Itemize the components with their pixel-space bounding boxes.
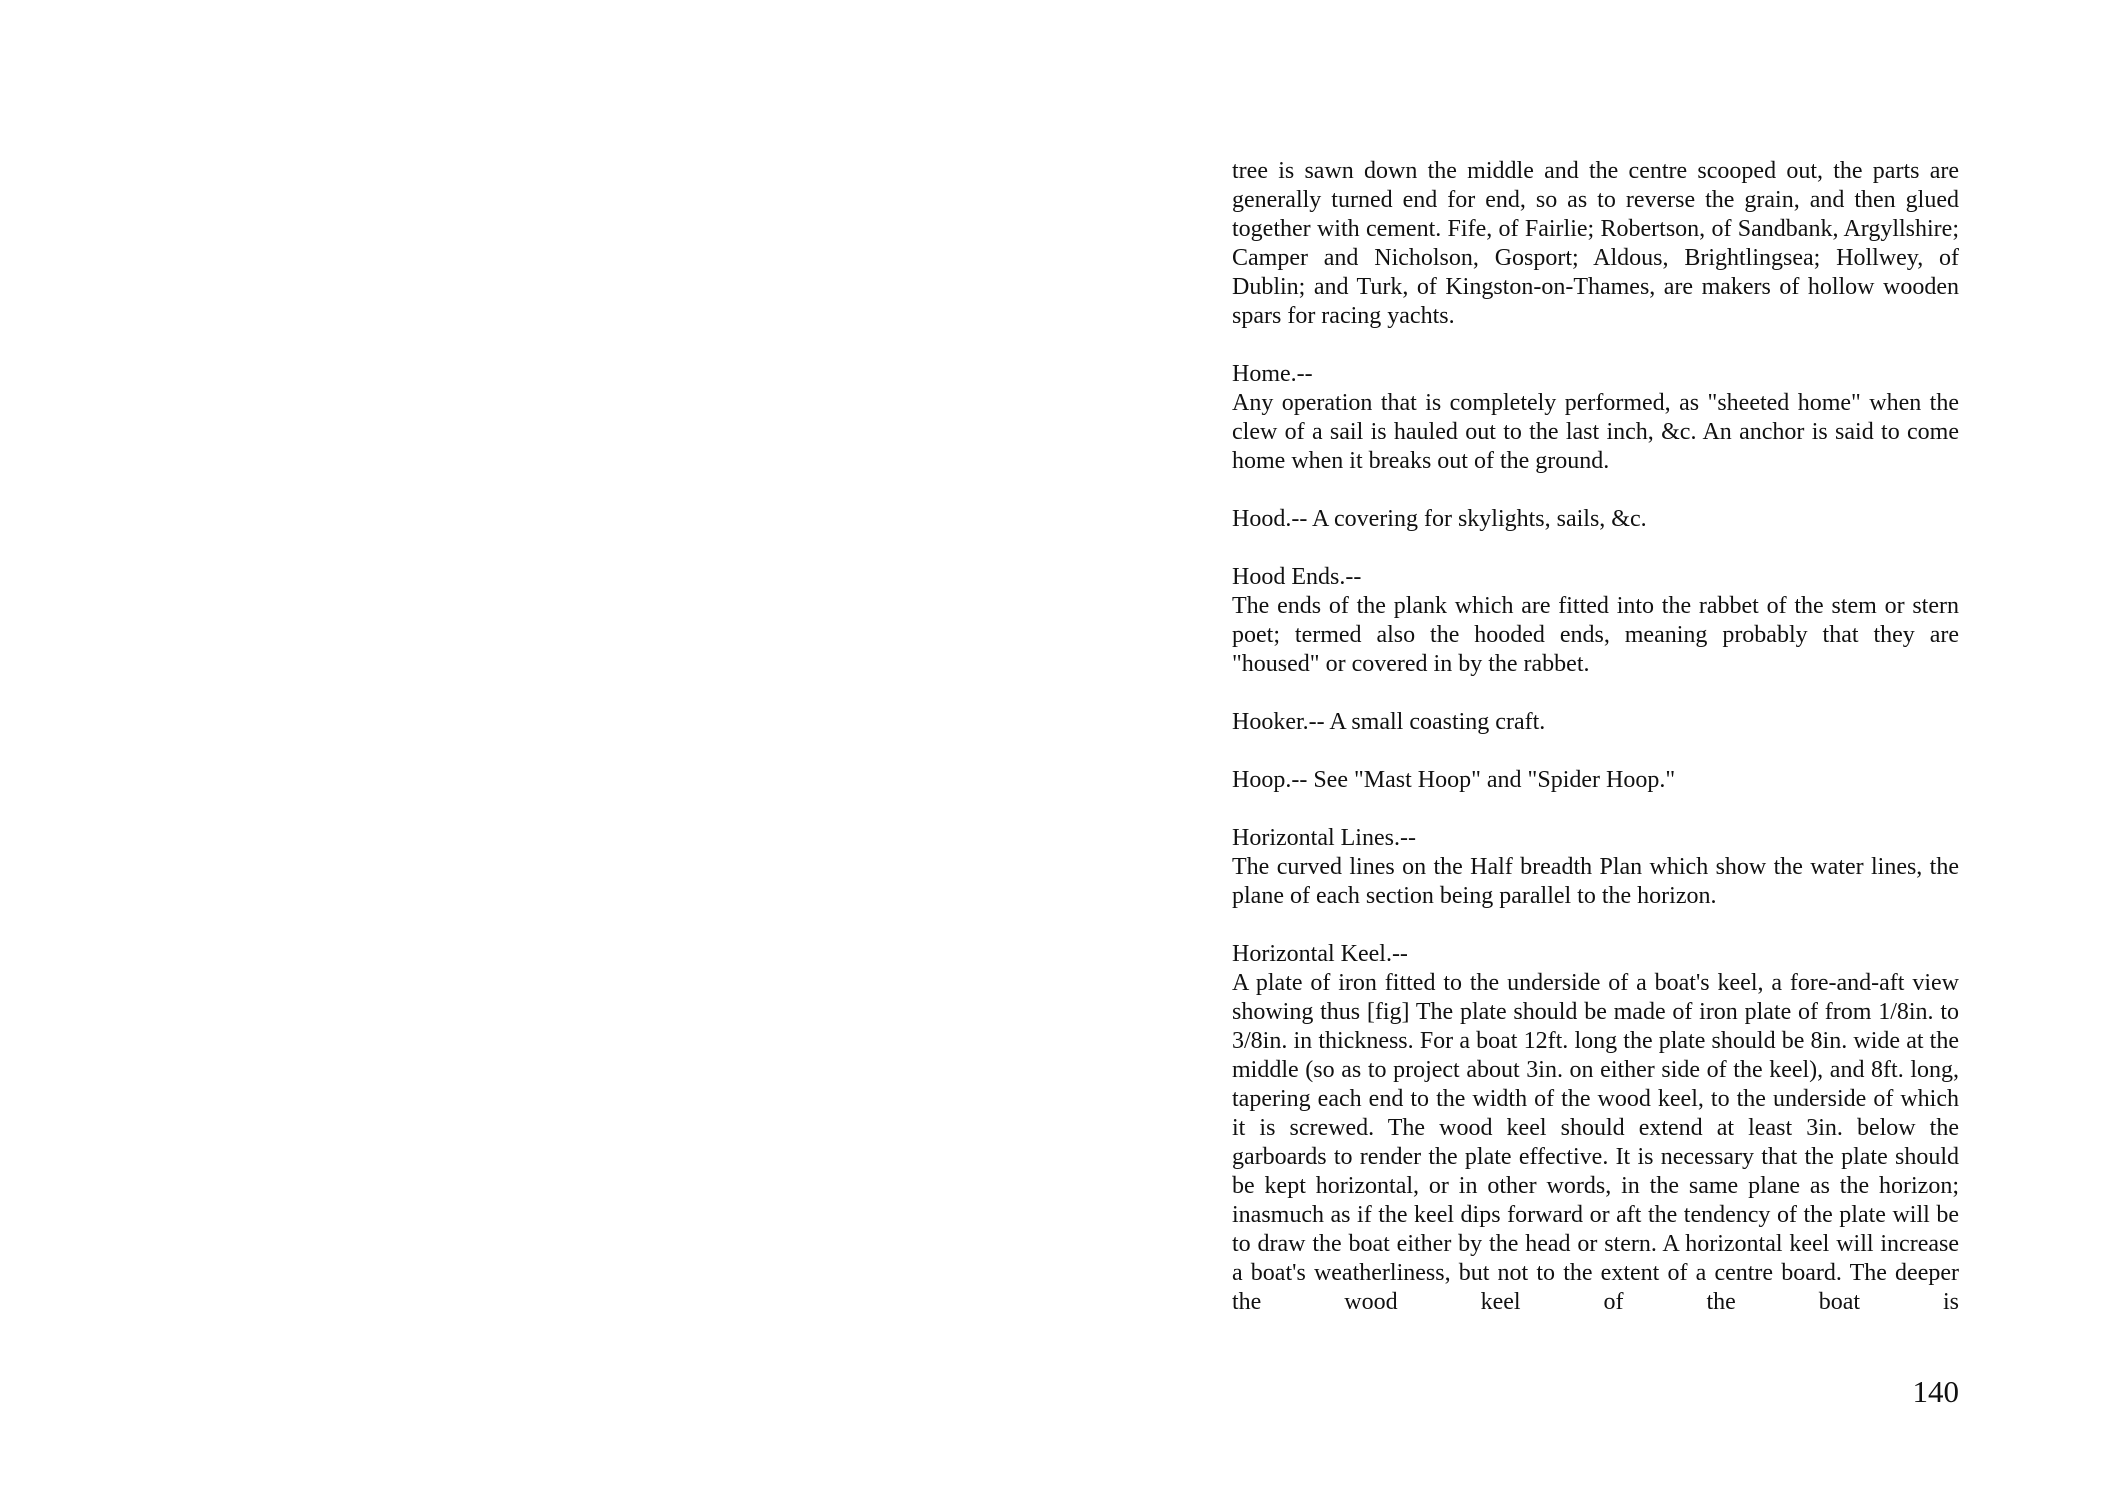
entry-horizontal-keel: [1232, 940, 1959, 1317]
continuation-paragraph: [1232, 157, 1959, 331]
entry-term: Horizontal Lines.--: [1232, 825, 1416, 851]
entry-text: A plate of iron fitted to the underside of a boat's keel, a fore-and-aft view showing thus [fig] The plate should be made of iron plate of from 1/8in. to 3/8in. in thickness. For a boat 12ft. long the plate should be 8in. wide at the middle (so as to project about 3in. on either side of the keel), and 8ft. long, tapering each end to the width of the wood keel, to the underside of which it is screwed. The wood keel should extend at least 3in. below the garboards to render the plate effective. It is necessary that the plate should be kept horizontal, or in other words, in the same plane as the horizon; inasmuch as if the keel dips forward or aft the tendency of the plate will be to draw the boat either by the head or stern. A horizontal keel will increase a boat's weatherliness, but not to the extent of a centre board. The deeper the wood keel of the boat is: [1232, 970, 1959, 1315]
entry-hood-ends: [1232, 563, 1959, 679]
entry-hood: [1232, 505, 1959, 534]
entry-text: Any operation that is completely performed, as "sheeted home" when the clew of a sail is hauled out to the last inch, &c. An anchor is said to come home when it breaks out of the ground.: [1232, 390, 1959, 474]
entry-term: Home.--: [1232, 361, 1313, 387]
entry-hoop: [1232, 766, 1959, 795]
entry-hooker: [1232, 708, 1959, 737]
entry-term: Hoop.-- See "Mast Hoop" and "Spider Hoop.": [1232, 767, 1676, 793]
entry-term: Hood.-- A covering for skylights, sails, &c.: [1232, 506, 1647, 532]
entry-horizontal-lines: [1232, 824, 1959, 911]
entry-text: The ends of the plank which are fitted into the rabbet of the stem or stern poet; termed also the hooded ends, meaning probably that they are "housed" or covered in by the rabbet.: [1232, 593, 1959, 677]
entry-text: The curved lines on the Half breadth Plan which show the water lines, the plane of each section being parallel to the horizon.: [1232, 854, 1959, 909]
page-text: [1232, 157, 1959, 1346]
entry-term: Horizontal Keel.--: [1232, 941, 1408, 967]
entry-term: Hooker.-- A small coasting craft.: [1232, 709, 1546, 735]
page-number: 140: [1912, 1374, 1959, 1409]
entry-home: [1232, 360, 1959, 476]
paragraph-text: tree is sawn down the middle and the centre scooped out, the parts are generally turned end for end, so as to reverse the grain, and then glued together with cement. Fife, of Fairlie; Robertson, of Sandbank, Argyllshire; Camper and Nicholson, Gosport; Aldous, Brightlingsea; Hollwey, of Dublin; and Turk, of Kingston-on-Thames, are makers of hollow wooden spars for racing yachts.: [1232, 158, 1959, 329]
entry-term: Hood Ends.--: [1232, 564, 1362, 590]
